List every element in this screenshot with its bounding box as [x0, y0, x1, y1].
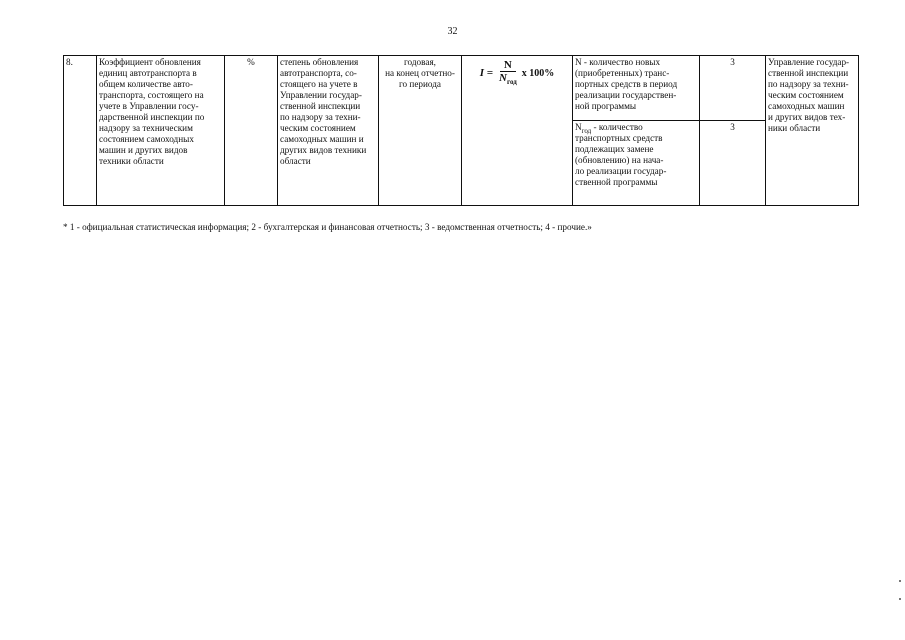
variable-text: - количество транспортных средств подлежащих замене (обновлению) на нача- ло реализации государ- ственной программы [575, 122, 667, 187]
formula [464, 57, 570, 88]
formula-lhs: I = [479, 67, 493, 80]
formula-denominator [499, 72, 517, 88]
variable-symbol: N [575, 122, 582, 132]
scan-mark [899, 598, 901, 600]
page-number: 32 [447, 26, 458, 37]
scan-mark [899, 580, 901, 582]
formula-denominator-sub: год [506, 78, 517, 87]
formula-denominator-symbol: N [499, 72, 507, 84]
unit-cell: % [225, 56, 278, 206]
variable-description [573, 121, 700, 206]
periodicity-cell: годовая, на конец отчетно- го периода [379, 56, 462, 206]
row-index: 8. [64, 56, 97, 206]
source-code: 3 [700, 56, 766, 121]
formula-numerator: N [500, 59, 516, 72]
formula-cell [462, 56, 573, 206]
formula-rhs: x 100% [521, 68, 555, 80]
definition-cell: степень обновления автотранспорта, со- стоящего на учете в Управлении государ- ственной инспекции по надзору за техни- ческим состоянием самоходных машин и других видов техники области [278, 56, 379, 206]
source-code: 3 [700, 121, 766, 206]
footnote: * 1 - официальная статистическая информация; 2 - бухгалтерская и финансовая отчетность; 3 - ведомственная отчетность; 4 - прочие.» [63, 222, 592, 232]
formula-fraction [499, 59, 517, 88]
variable-symbol-sub: год [581, 126, 592, 135]
responsible-cell: Управление государ- ственной инспекции по надзору за техни- ческим состоянием самоходных машин и других видов тех- ники области [766, 56, 859, 206]
variable-description: N - количество новых (приобретенных) транс- портных средств в период реализации государствен- ной программы [573, 56, 700, 121]
table-row [64, 56, 859, 121]
indicator-name: Коэффициент обновления единиц автотранспорта в общем количестве авто- транспорта, состоящего на учете в Управлении госу- дарственной инспекции по надзору за техническим состоянием самоходных машин и других видов техники области [97, 56, 225, 206]
indicator-table [63, 55, 859, 206]
